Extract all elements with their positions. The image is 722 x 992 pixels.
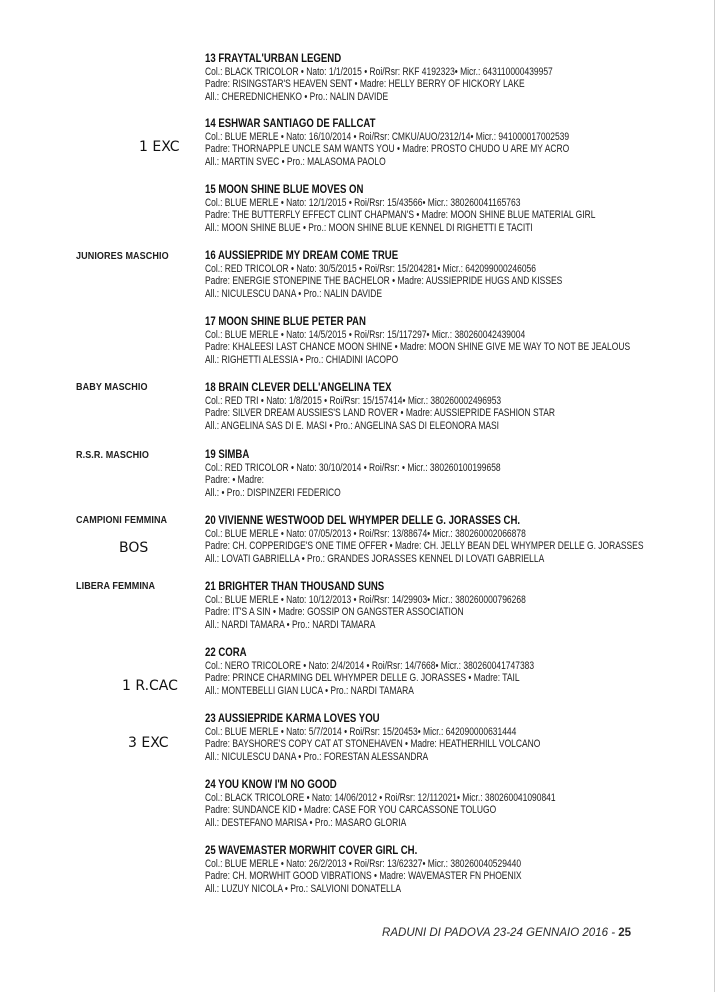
result-annotation: 1 EXC: [139, 139, 180, 155]
entry-parents: Padre: IT'S A SIN • Madre: GOSSIP ON GANGSTER ASSOCIATION: [205, 606, 464, 619]
entry-breeder-owner: All.: MARTIN SVEC • Pro.: MALASOMA PAOLO: [205, 155, 386, 168]
page-edge-shadow: [714, 0, 715, 992]
entry-parents: Padre: THE BUTTERFLY EFFECT CLINT CHAPMAN'S • Madre: MOON SHINE BLUE MATERIAL GIRL: [205, 209, 596, 222]
entry-parents: Padre: KHALEESI LAST CHANCE MOON SHINE • Madre: MOON SHINE GIVE ME WAY TO NOT BE JEALOUS: [205, 341, 631, 354]
dog-entry: [205, 249, 665, 300]
entry-title: 21 BRIGHTER THAN THOUSAND SUNS: [205, 579, 385, 593]
result-annotation: 1 R.CAC: [122, 678, 178, 694]
entry-title: 14 ESHWAR SANTIAGO DE FALLCAT: [205, 116, 376, 130]
entry-breeder-owner: All.: CHEREDNICHENKO • Pro.: NALIN DAVIDE: [205, 90, 389, 103]
entry-title: 18 BRAIN CLEVER DELL'ANGELINA TEX: [205, 380, 392, 394]
result-annotation: BOS: [119, 540, 149, 556]
dog-entry: [205, 52, 665, 103]
entry-breeder-owner: All.: DESTEFANO MARISA • Pro.: MASARO GLORIA: [205, 816, 407, 829]
entry-title: 17 MOON SHINE BLUE PETER PAN: [205, 314, 366, 328]
entry-parents: Padre: THORNAPPLE UNCLE SAM WANTS YOU • Madre: PROSTO CHUDO U ARE MY ACRO: [205, 143, 570, 156]
entry-parents: Padre: BAYSHORE'S COPY CAT AT STONEHAVEN • Madre: HEATHERHILL VOLCANO: [205, 738, 541, 751]
entry-details: Col.: RED TRI • Nato: 1/8/2015 • Roi/Rsr: 15/157414• Micr.: 380260002496953: [205, 395, 502, 407]
section-label-campioni-femmina: CAMPIONI FEMMINA: [76, 514, 168, 526]
entry-title: 22 CORA: [205, 645, 247, 659]
section-label-libera-femmina: LIBERA FEMMINA: [76, 580, 156, 592]
dog-entry: [205, 315, 665, 366]
entry-title: 13 FRAYTAL'URBAN LEGEND: [205, 51, 342, 65]
entry-details: Col.: BLUE MERLE • Nato: 26/2/2013 • Roi/Rsr: 13/62327• Micr.: 380260040529440: [205, 858, 522, 870]
entry-breeder-owner: All.: NICULESCU DANA • Pro.: FORESTAN ALESSANDRA: [205, 750, 429, 763]
entry-parents: Padre: SILVER DREAM AUSSIES'S LAND ROVER • Madre: AUSSIEPRIDE FASHION STAR: [205, 407, 555, 420]
dog-entry: [205, 844, 665, 895]
entry-parents: Padre: RISINGSTAR'S HEAVEN SENT • Madre: HELLY BERRY OF HICKORY LAKE: [205, 78, 525, 91]
dog-entry: [205, 646, 665, 697]
entry-details: Col.: BLACK TRICOLOR • Nato: 1/1/2015 • Roi/Rsr: RKF 4192323• Micr.: 643110000439957: [205, 66, 553, 78]
entry-breeder-owner: All.: NICULESCU DANA • Pro.: NALIN DAVIDE: [205, 287, 383, 300]
section-label-rsr-maschio: R.S.R. MASCHIO: [76, 449, 149, 461]
dog-entry: [205, 117, 665, 168]
dog-entry: [205, 778, 665, 829]
dog-entry: [205, 712, 665, 763]
dog-entry: [205, 183, 665, 234]
entry-details: Col.: BLACK TRICOLORE • Nato: 14/06/2012 • Roi/Rsr: 12/112021• Micr.: 380260041090841: [205, 792, 556, 804]
entry-title: 24 YOU KNOW I'M NO GOOD: [205, 777, 337, 791]
entry-title: 23 AUSSIEPRIDE KARMA LOVES YOU: [205, 711, 380, 725]
entry-parents: Padre: • Madre:: [205, 474, 265, 487]
entry-details: Col.: RED TRICOLOR • Nato: 30/5/2015 • Roi/Rsr: 15/204281• Micr.: 642099000246056: [205, 263, 536, 275]
entry-parents: Padre: CH. MORWHIT GOOD VIBRATIONS • Madre: WAVEMASTER FN PHOENIX: [205, 870, 522, 883]
result-annotation: 3 EXC: [128, 735, 169, 751]
entry-parents: Padre: PRINCE CHARMING DEL WHYMPER DELLE G. JORASSES • Madre: TAIL: [205, 672, 520, 685]
footer-event: RADUNI DI PADOVA 23-24 GENNAIO 2016 -: [382, 925, 619, 939]
entry-title: 16 AUSSIEPRIDE MY DREAM COME TRUE: [205, 248, 399, 262]
entry-details: Col.: BLUE MERLE • Nato: 12/1/2015 • Roi/Rsr: 15/43566• Micr.: 380260041165763: [205, 197, 521, 209]
entry-parents: Padre: SUNDANCE KID • Madre: CASE FOR YOU CARCASSONE TOLUGO: [205, 804, 497, 817]
entry-breeder-owner: All.: LOVATI GABRIELLA • Pro.: GRANDES JORASSES KENNEL DI LOVATI GABRIELLA: [205, 552, 545, 565]
entry-details: Col.: RED TRICOLOR • Nato: 30/10/2014 • Roi/Rsr: • Micr.: 380260100199658: [205, 462, 501, 474]
dog-entry: [205, 580, 665, 631]
entry-details: Col.: BLUE MERLE • Nato: 07/05/2013 • Roi/Rsr: 13/88674• Micr.: 380260002066878: [205, 528, 526, 540]
page-number: 25: [618, 925, 632, 939]
section-label-baby-maschio: BABY MASCHIO: [76, 381, 148, 393]
entry-details: Col.: BLUE MERLE • Nato: 5/7/2014 • Roi/Rsr: 15/20453• Micr.: 642090000631444: [205, 726, 517, 738]
entry-title: 19 SIMBA: [205, 447, 250, 461]
entry-title: 20 VIVIENNE WESTWOOD DEL WHYMPER DELLE G. JORASSES CH.: [205, 513, 521, 527]
section-label-juniores-maschio: JUNIORES MASCHIO: [76, 250, 169, 262]
entry-breeder-owner: All.: MONTEBELLI GIAN LUCA • Pro.: NARDI TAMARA: [205, 684, 414, 697]
entry-breeder-owner: All.: RIGHETTI ALESSIA • Pro.: CHIADINI IACOPO: [205, 353, 399, 366]
entry-details: Col.: BLUE MERLE • Nato: 10/12/2013 • Roi/Rsr: 14/29903• Micr.: 380260000796268: [205, 594, 526, 606]
entry-parents: Padre: CH. COPPERIDGE'S ONE TIME OFFER • Madre: CH. JELLY BEAN DEL WHYMPER DELLE G. JORASSES: [205, 540, 644, 553]
entry-title: 15 MOON SHINE BLUE MOVES ON: [205, 182, 364, 196]
entry-title: 25 WAVEMASTER MORWHIT COVER GIRL CH.: [205, 843, 418, 857]
entry-breeder-owner: All.: ANGELINA SAS DI E. MASI • Pro.: ANGELINA SAS DI ELEONORA MASI: [205, 419, 500, 432]
entry-details: Col.: NERO TRICOLORE • Nato: 2/4/2014 • Roi/Rsr: 14/7668• Micr.: 380260041747383: [205, 660, 535, 672]
entry-breeder-owner: All.: LUZUY NICOLA • Pro.: SALVIONI DONATELLA: [205, 882, 402, 895]
entry-breeder-owner: All.: MOON SHINE BLUE • Pro.: MOON SHINE BLUE KENNEL DI RIGHETTI E TACITI: [205, 221, 533, 234]
dog-entry: [205, 448, 665, 499]
entry-parents: Padre: ENERGIE STONEPINE THE BACHELOR • Madre: AUSSIEPRIDE HUGS AND KISSES: [205, 275, 563, 288]
entry-breeder-owner: All.: • Pro.: DISPINZERI FEDERICO: [205, 486, 341, 499]
entry-details: Col.: BLUE MERLE • Nato: 16/10/2014 • Roi/Rsr: CMKU/AUO/2312/14• Micr.: 941000017002539: [205, 131, 570, 143]
dog-entry: [205, 514, 665, 565]
dog-entry: [205, 381, 665, 432]
entry-details: Col.: BLUE MERLE • Nato: 14/5/2015 • Roi/Rsr: 15/117297• Micr.: 380260042439004: [205, 329, 526, 341]
page-footer: [382, 925, 631, 939]
entry-breeder-owner: All.: NARDI TAMARA • Pro.: NARDI TAMARA: [205, 618, 376, 631]
